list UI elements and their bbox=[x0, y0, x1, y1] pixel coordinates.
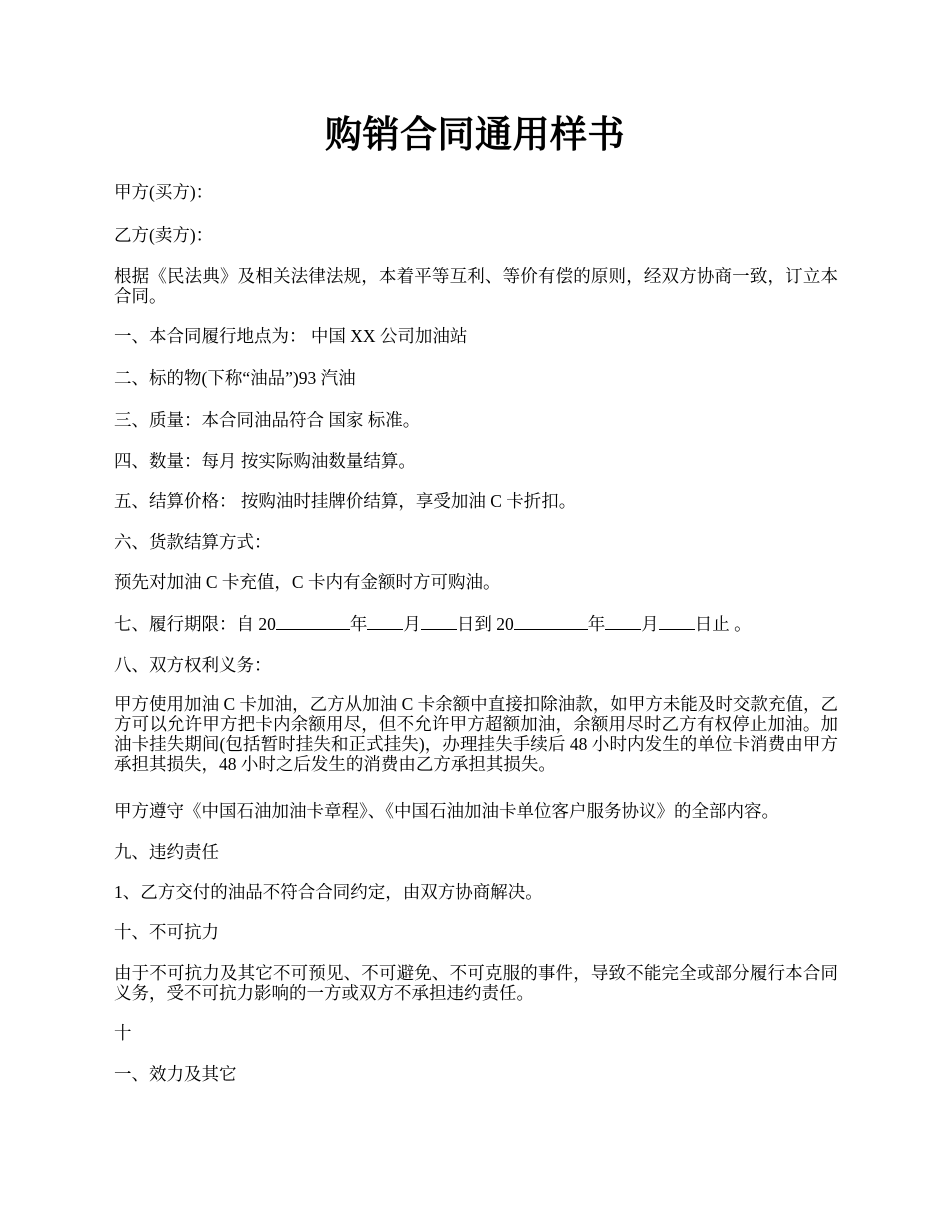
clause-11-heading-part-2: 一、效力及其它 bbox=[114, 1064, 237, 1084]
preamble-paragraph: 根据《民法典》及相关法律法规，本着平等互利、等价有偿的原则，经双方协商一致，订立本合同。 bbox=[114, 266, 838, 306]
blank-month-1 bbox=[367, 613, 403, 630]
clause-7-end: 日止 。 bbox=[694, 614, 752, 634]
clause-7-month-2: 月 bbox=[641, 614, 659, 634]
clause-11-heading-part-1: 十 bbox=[114, 1023, 132, 1043]
clause-9-heading: 九、违约责任 bbox=[114, 842, 219, 862]
clause-4-quantity: 四、数量：每月 按实际购油数量结算。 bbox=[114, 451, 416, 471]
clause-2-subject: 二、标的物(下称“油品”)93 汽油 bbox=[114, 368, 356, 388]
blank-day-1 bbox=[421, 613, 457, 630]
clause-1-location: 一、本合同履行地点为： 中国 XX 公司加油站 bbox=[114, 326, 468, 346]
blank-day-2 bbox=[659, 613, 695, 630]
clause-10-body: 由于不可抗力及其它不可预见、不可避免、不可克服的事件，导致不能完全或部分履行本合同义务，受不可抗力影响的一方或双方不承担违约责任。 bbox=[114, 963, 838, 1003]
clause-7-month-1: 月 bbox=[403, 614, 421, 634]
document-title: 购销合同通用样书 bbox=[325, 115, 625, 156]
clause-6-heading: 六、货款结算方式： bbox=[114, 532, 272, 552]
party-a-line: 甲方(买方)： bbox=[114, 182, 214, 202]
clause-10-heading: 十、不可抗力 bbox=[114, 922, 219, 942]
clause-9-item-1: 1、乙方交付的油品不符合合同约定，由双方协商解决。 bbox=[114, 882, 543, 902]
blank-month-2 bbox=[605, 613, 641, 630]
clause-7-prefix: 七、履行期限：自 20 bbox=[114, 614, 276, 634]
clause-6-body: 预先对加油 C 卡充值，C 卡内有金额时方可购油。 bbox=[114, 572, 501, 592]
clause-7-day-to: 日到 20 bbox=[456, 614, 514, 634]
party-b-line: 乙方(卖方)： bbox=[114, 225, 214, 245]
clause-7-year-1: 年 bbox=[349, 614, 368, 634]
clause-8-body: 甲方使用加油 C 卡加油，乙方从加油 C 卡余额中直接扣除油款，如甲方未能及时交款充值，乙方可以允许甲方把卡内余额用尽，但不允许甲方超额加油，余额用尽时乙方有权停止加油。加油卡挂失期间(包括暂时挂失和正式挂失)，办理挂失手续后 48 小时内发生的单位卡消费由甲方承担其损失，48 小时之后发生的消费由乙方承担其损失。 bbox=[114, 694, 838, 774]
clause-8-compliance: 甲方遵守《中国石油加油卡章程》、《中国石油加油卡单位客户服务协议》的全部内容。 bbox=[114, 801, 779, 821]
clause-8-heading: 八、双方权利义务： bbox=[114, 655, 272, 675]
blank-year-1 bbox=[276, 613, 350, 630]
clause-5-price: 五、结算价格： 按购油时挂牌价结算，享受加油 C 卡折扣。 bbox=[114, 491, 577, 511]
clause-3-quality: 三、质量：本合同油品符合 国家 标准。 bbox=[114, 410, 421, 430]
clause-7-term bbox=[114, 613, 838, 634]
blank-year-2 bbox=[514, 613, 588, 630]
clause-7-year-2: 年 bbox=[587, 614, 606, 634]
